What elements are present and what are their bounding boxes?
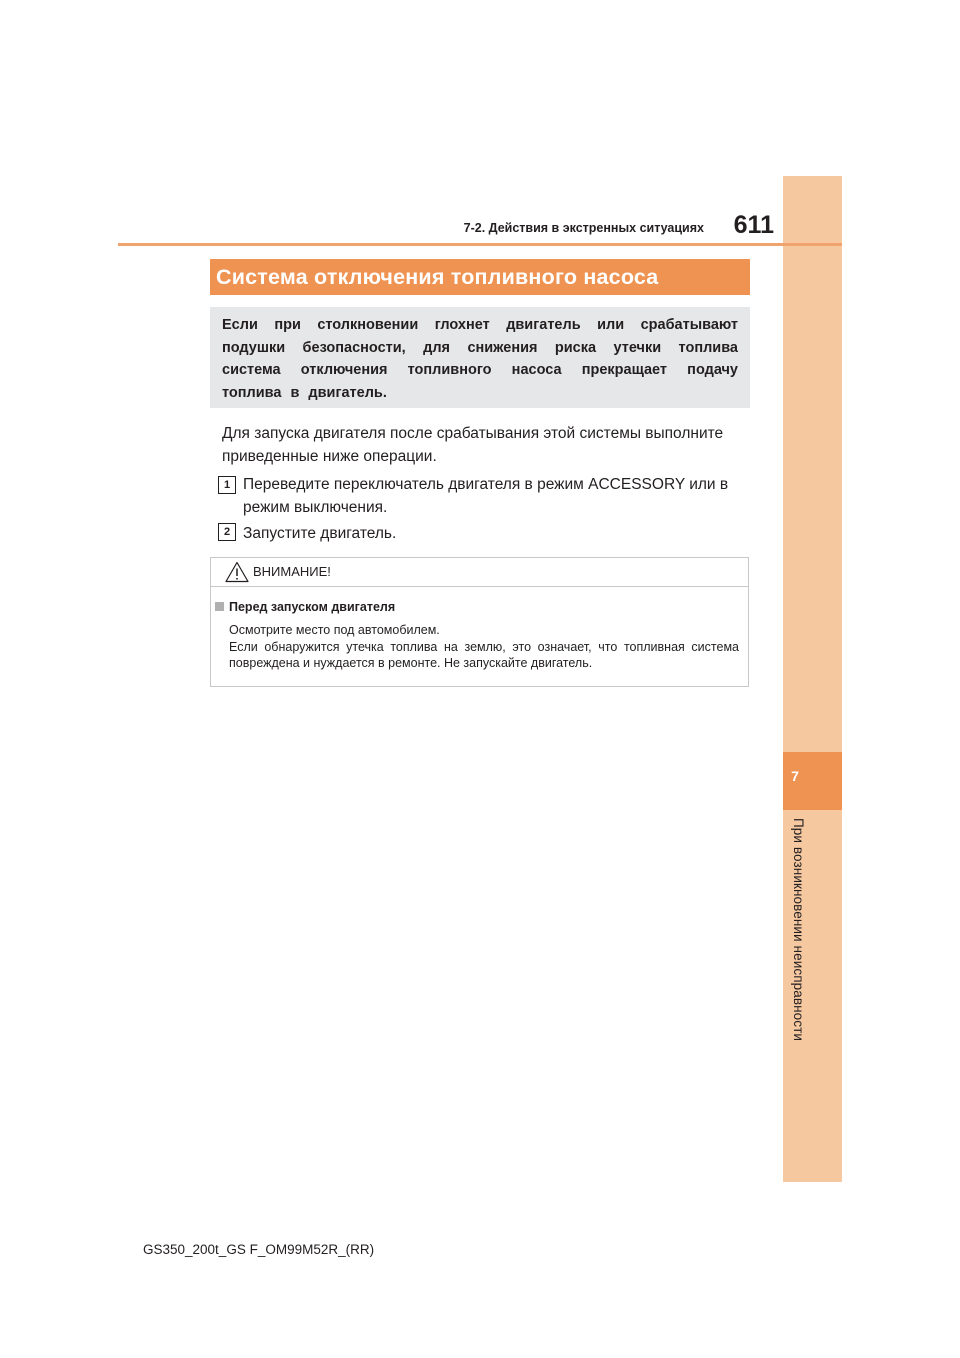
bullet-square-icon bbox=[215, 602, 224, 611]
footer-doc-code: GS350_200t_GS F_OM99M52R_(RR) bbox=[143, 1242, 375, 1257]
step-2-number: 2 bbox=[218, 523, 236, 541]
caution-text: Осмотрите место под автомобилем. Если обнаружится утечка топлива на землю, это означает, что топливная система повреждена и нуждается в ремонте. Не запускайте двигатель. bbox=[229, 623, 739, 670]
header-rule bbox=[118, 243, 842, 246]
step-2-text: Запустите двигатель. bbox=[243, 525, 397, 542]
caution-subheading: Перед запуском двигателя bbox=[229, 600, 396, 614]
chapter-title: При возникновении неисправности bbox=[791, 818, 806, 1042]
chapter-number: 7 bbox=[791, 768, 799, 784]
step-1-text: Переведите переключатель двигателя в режим ACCESSORY или в режим выключения. bbox=[243, 476, 729, 516]
caution-label: ВНИМАНИЕ! bbox=[253, 564, 331, 579]
page-number: 611 bbox=[733, 211, 774, 239]
caution-divider bbox=[211, 586, 748, 587]
page-title: Система отключения топливного насоса bbox=[216, 265, 659, 289]
step-1-number: 1 bbox=[218, 476, 236, 494]
section-heading: 7-2. Действия в экстренных ситуациях bbox=[463, 221, 704, 235]
body-paragraph: Для запуска двигателя после срабатывания этой системы выполните приведенные ниже операции. bbox=[222, 425, 724, 465]
warning-triangle-icon bbox=[225, 561, 249, 583]
intro-text: Если при столкновении глохнет двигатель или срабатывают подушки безопасности, для снижения риска утечки топлива система отключения топливного насоса прекращает подачу топлива в двигатель. bbox=[222, 317, 738, 401]
